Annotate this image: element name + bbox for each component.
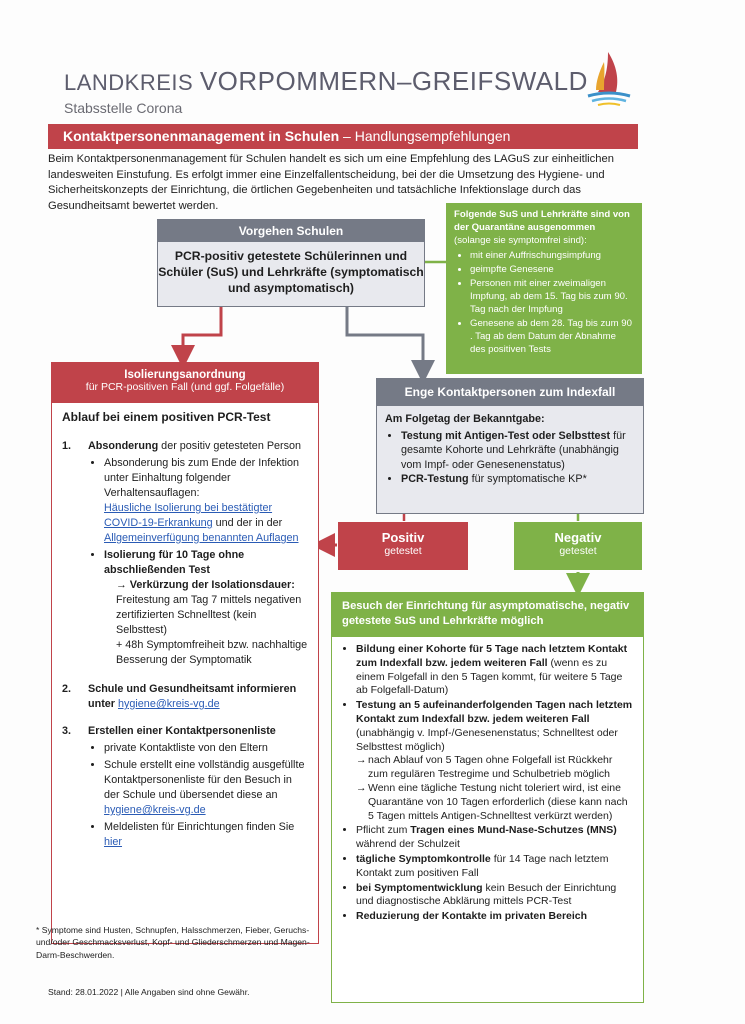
visit-bullet-text: (unabhängig v. Impf-/Genesenenstatus; Schnelltest oder Selbsttest möglich) xyxy=(356,726,618,753)
step-1-bold: Absonderung xyxy=(88,440,159,452)
visit-arrow-row xyxy=(356,782,635,823)
contact-list-bullet: • private Kontaktliste von den Eltern xyxy=(104,741,308,756)
step-3-bold: Erstellen einer Kontaktpersonenliste xyxy=(88,725,276,737)
exemption-item: • geimpfte Genesene xyxy=(470,263,634,276)
isolation-bullet xyxy=(104,548,308,668)
visit-bullet-pre: Pflicht zum xyxy=(356,824,411,837)
step-2 xyxy=(62,682,308,712)
department: Stabsstelle Corona xyxy=(64,100,183,116)
contacts-bullet-text: für gesamte Kohorte und Lehrkräfte (unabhängig vom Impf- oder Genesenenstatus) xyxy=(401,429,626,471)
vorgehen-text: PCR-positiv getestete Schülerinnen und Schüler (SuS) und Lehrkräfte (symptomatisch und asymptomatisch) xyxy=(158,249,424,295)
close-contacts-sub: Am Folgetag der Bekanntgabe: xyxy=(385,413,545,425)
title-banner xyxy=(48,124,638,149)
contacts-bullet-bold: Testung mit Antigen-Test oder Selbsttest xyxy=(401,429,611,442)
negative-tested-box xyxy=(514,522,642,570)
visit-bullet-bold: Reduzierung der Kontakte im privaten Bereich xyxy=(356,910,588,923)
visit-bullet-text: kein Besuch der Einrichtung und diagnostische Abklärung mittels PCR-Test xyxy=(356,881,617,908)
visit-bullet-text: für 14 Tage nach letztem Kontakt zum positiven Fall xyxy=(356,852,609,879)
positive-label: Positiv xyxy=(381,530,425,545)
contacts-bullet xyxy=(401,472,635,487)
step-number: 3. xyxy=(62,725,72,737)
visit-bullet xyxy=(356,824,635,852)
org-name: VORPOMMERN–GREIFSWALD xyxy=(199,66,588,96)
visit-bullet-text: (wenn es zu einem Folgefall in den 5 Tagen kommt, für weitere 5 Tage ab Folgefall-Datum) xyxy=(356,656,623,697)
isolation-title: Isolierungsanordnung xyxy=(124,369,246,381)
visit-bullet-bold: tägliche Symptomkontrolle xyxy=(356,852,491,865)
intro-text: Beim Kontaktpersonenmanagement für Schulen handelt es sich um eine Empfehlung des LAGuS zur einheitlichen landesweiten Einstufung. Es erfolgt immer eine Einzelfallentscheidung, bei der die Umsetzung des Hygiene- und Sicherheitskonzepts der Einrichtung, die örtlichen Gegebenheiten und tatsächliche Infektionslage durch das Gesundheitsamt bewertet werden. xyxy=(48,153,614,212)
banner-title: Kontaktpersonenmanagement in Schulen xyxy=(63,128,340,144)
visit-bullet-bold: Tragen eines Mund-Nase-Schutzes (MNS) xyxy=(410,824,617,837)
vorgehen-box xyxy=(157,219,425,307)
org-title xyxy=(64,66,588,97)
vorgehen-title: Vorgehen Schulen xyxy=(158,220,424,242)
visit-bullet-bold: Testung an 5 aufeinanderfolgenden Tagen nach letztem Kontakt zum Indexfall bzw. jedem weiteren Fall xyxy=(356,699,633,725)
exemption-item: • Genesene ab dem 28. Tag bis zum 90 . Tag ab dem Datum der Abnahme des positiven Tests xyxy=(470,317,634,356)
step-1-text: der positiv getesteten Person xyxy=(158,440,302,452)
symptom-footnote: * Symptome sind Husten, Schnupfen, Halsschmerzen, Fieber, Geruchs- und/oder Geschmacksverlust, Kopf- und Gliederschmerzen und Magen-Darm-Beschwerden. xyxy=(36,925,310,960)
isolation-10-days: Isolierung für 10 Tage ohne abschließenden Test xyxy=(104,549,245,576)
close-contacts-title: Enge Kontaktpersonen zum Indexfall xyxy=(377,379,643,406)
exemption-title: Folgende SuS und Lehrkräfte sind von der Quarantäne ausgenommen xyxy=(454,209,630,233)
negative-label: Negativ xyxy=(554,530,602,545)
contact-list-text: Schule erstellt eine vollständig ausgefüllte Kontaktpersonenliste für den Besuch in der Schule und übersendet diese an xyxy=(104,759,305,801)
visit-bullet-text: während der Schulzeit xyxy=(356,838,460,851)
close-contacts-box xyxy=(376,378,644,514)
isolation-bullet xyxy=(104,456,308,546)
step-3 xyxy=(62,724,308,852)
hygiene-email-link-2[interactable]: hygiene@kreis-vg.de xyxy=(104,804,206,816)
visit-arrow-row xyxy=(356,754,635,782)
hygiene-email-link[interactable]: hygiene@kreis-vg.de xyxy=(118,698,220,710)
exemption-note: (solange sie symptomfrei sind): xyxy=(454,235,587,246)
contacts-bullet-bold: PCR-Testung xyxy=(401,473,469,485)
report-lists-link[interactable]: hier xyxy=(104,836,123,848)
arrow-icon: → xyxy=(356,754,367,767)
contact-list-bullet xyxy=(104,758,308,818)
visit-arrow-text: Wenn eine tägliche Testung nicht toleriert wird, ist eine Quarantäne von 10 Tagen erforderlich (diese kann nach 5 Tagen mittels Antigen-Schnelltest verkürzt werden) xyxy=(368,781,628,822)
step-1 xyxy=(62,439,308,670)
school-visit-title: Besuch der Einrichtung für asymptomatische, negativ getestete SuS und Lehrkräfte möglich xyxy=(332,593,643,637)
arrow-icon: → xyxy=(356,781,367,794)
visit-arrow-text: nach Ablauf von 5 Tagen ohne Folgefall ist Rückkehr zum regulären Testregime und Schulbetrieb möglich xyxy=(368,754,613,781)
step-2-bold: Schule und Gesundheitsamt informieren unter xyxy=(88,683,297,710)
exemption-item: • mit einer Auffrischungsimpfung xyxy=(470,249,634,262)
isolation-bullet-text: Absonderung bis zum Ende der Infektion unter Einhaltung folgender Verhaltensauflagen: xyxy=(104,457,300,499)
shortening-title: Verkürzung der Isolationsdauer: xyxy=(129,579,295,591)
isolation-box xyxy=(51,362,319,944)
contact-list-bullet xyxy=(104,820,308,850)
isolation-subtitle: für PCR-positiven Fall (und ggf. Folgefälle) xyxy=(85,381,285,393)
positive-sub: getestet xyxy=(384,545,422,557)
visit-bullet xyxy=(356,882,635,910)
arrow-icon: → xyxy=(116,579,127,591)
banner-subtitle: – Handlungsempfehlungen xyxy=(339,128,511,144)
general-decree-link[interactable]: Allgemeinverfügung benannten Auflagen xyxy=(104,532,299,544)
link-connector-text: und der in der xyxy=(212,517,283,529)
visit-bullet-bold: bei Symptomentwicklung xyxy=(356,881,483,894)
step-number: 1. xyxy=(62,440,72,452)
school-visit-box xyxy=(331,592,644,1003)
quarantine-exemption-box xyxy=(446,203,642,374)
shortening-text: Freitestung am Tag 7 mittels negativen zertifizierten Schnelltest (kein Selbsttest) xyxy=(116,594,302,636)
step-number: 2. xyxy=(62,683,72,695)
visit-bullet xyxy=(356,853,635,881)
visit-bullet-bold: Bildung einer Kohorte für 5 Tage nach letztem Kontakt zum Indexfall bzw. jedem weiteren Fall xyxy=(356,643,628,669)
contacts-bullet xyxy=(401,429,635,473)
shortening-row xyxy=(104,578,308,668)
org-prefix: LANDKREIS xyxy=(64,70,200,95)
isolation-section-title: Ablauf bei einem positiven PCR-Test xyxy=(62,410,271,424)
visit-bullet xyxy=(356,699,635,823)
visit-bullet xyxy=(356,643,635,698)
report-lists-text: Meldelisten für Einrichtungen finden Sie xyxy=(104,821,295,833)
visit-bullet xyxy=(356,910,635,924)
exemption-item: • Personen mit einer zweimaligen Impfung, ab dem 15. Tag bis zum 90. Tag nach der Impfung xyxy=(470,277,634,316)
sailboat-logo-icon xyxy=(584,50,634,106)
home-isolation-link[interactable]: Häusliche Isolierung bei bestätigter COVID-19-Erkrankung xyxy=(104,502,273,529)
positive-tested-box xyxy=(338,522,468,570)
contacts-bullet-text: für symptomatische KP* xyxy=(468,473,587,485)
shortening-text-2: + 48h Symptomfreiheit bzw. nachhaltige Besserung der Symptomatik xyxy=(116,639,308,666)
status-date: Stand: 28.01.2022 | Alle Angaben sind ohne Gewähr. xyxy=(48,987,250,997)
negative-sub: getestet xyxy=(559,545,597,557)
